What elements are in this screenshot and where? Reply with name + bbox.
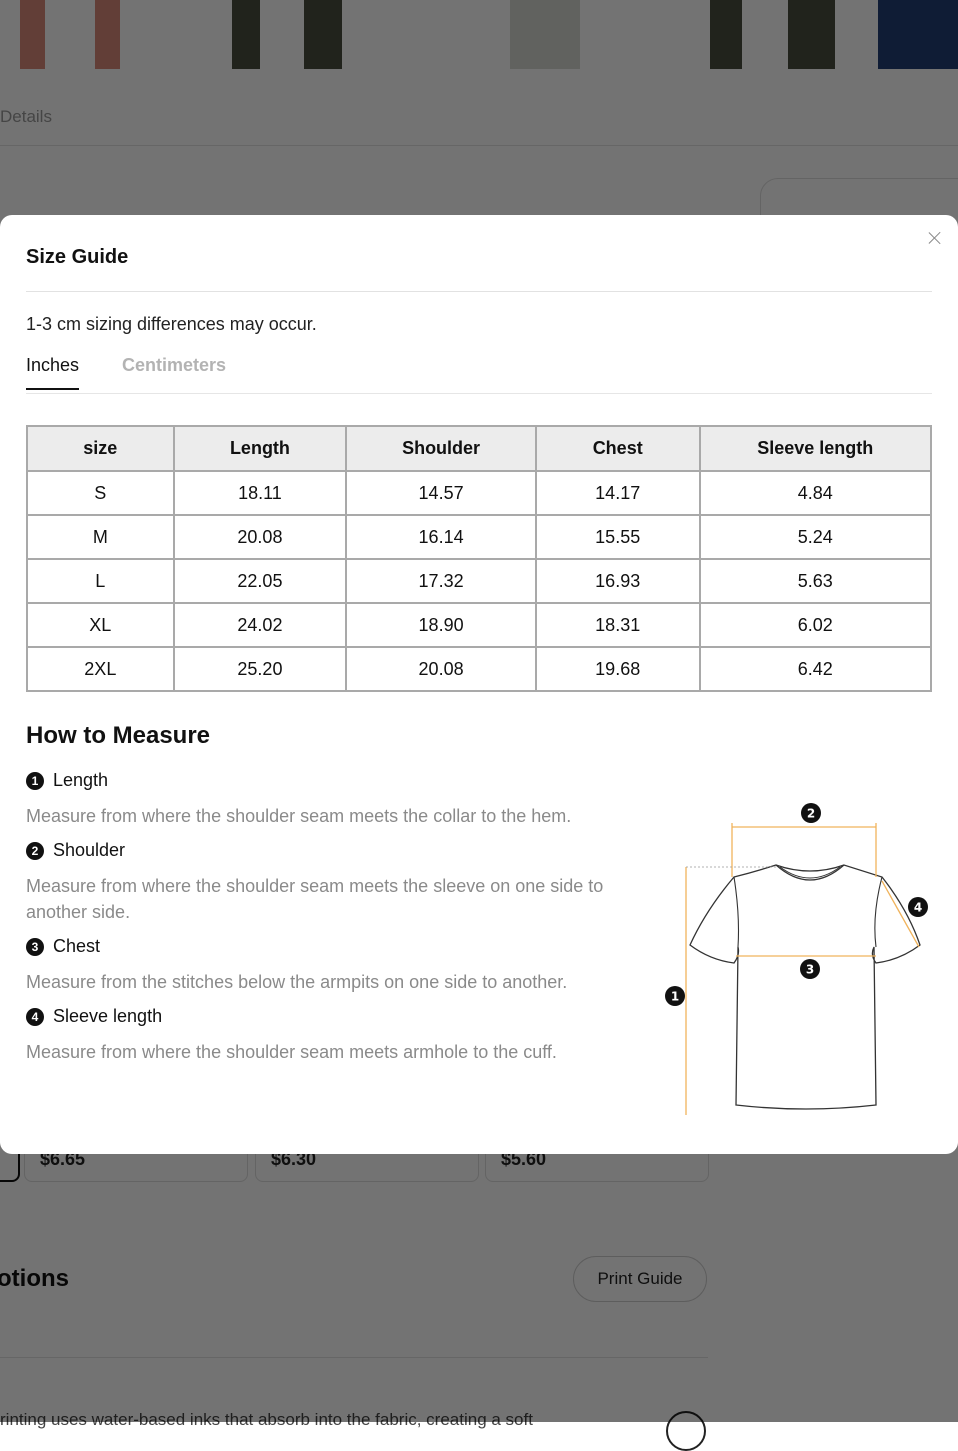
column-header: size: [27, 426, 174, 471]
table-row: [27, 471, 931, 515]
table-row: [27, 603, 931, 647]
table-cell: M: [27, 515, 174, 559]
measure-description: Measure from where the shoulder seam meets the sleeve on one side to another side.: [26, 876, 604, 922]
table-cell: 6.02: [700, 603, 931, 647]
measure-item-shoulder: [26, 840, 125, 861]
modal-title: Size Guide: [26, 246, 129, 268]
size-table: [26, 425, 932, 692]
table-cell: 18.11: [174, 471, 347, 515]
marker-4: [908, 897, 928, 917]
table-cell: XL: [27, 603, 174, 647]
table-cell: 25.20: [174, 647, 347, 691]
measure-item-chest: [26, 936, 100, 957]
table-row: [27, 559, 931, 603]
column-header: Length: [174, 426, 347, 471]
measure-description: Measure from where the shoulder seam meets the collar to the hem.: [26, 806, 572, 826]
table-cell: 18.31: [536, 603, 700, 647]
table-header-row: [27, 426, 931, 471]
measure-item-sleeve-length: [26, 1006, 162, 1027]
table-cell: 24.02: [174, 603, 347, 647]
table-cell: 20.08: [346, 647, 536, 691]
table-cell: 20.08: [174, 515, 347, 559]
table-cell: 17.32: [346, 559, 536, 603]
table-cell: 18.90: [346, 603, 536, 647]
marker-2: [801, 803, 821, 823]
table-row: [27, 515, 931, 559]
number-badge-icon: 3: [26, 938, 44, 956]
table-cell: 16.93: [536, 559, 700, 603]
measure-label: Shoulder: [53, 840, 126, 860]
table-cell: 4.84: [700, 471, 931, 515]
table-cell: 15.55: [536, 515, 700, 559]
table-row: [27, 647, 931, 691]
table-cell: 6.42: [700, 647, 931, 691]
table-cell: 22.05: [174, 559, 347, 603]
close-icon[interactable]: [926, 229, 944, 247]
number-badge-icon: 2: [26, 842, 44, 860]
table-cell: 14.57: [346, 471, 536, 515]
tshirt-diagram-icon: [656, 785, 946, 1115]
svg-text:3: 3: [805, 962, 815, 977]
column-header: Sleeve length: [700, 426, 931, 471]
measure-label: Length: [53, 770, 109, 790]
number-badge-icon: 4: [26, 1008, 44, 1026]
table-cell: S: [27, 471, 174, 515]
sizing-note: 1-3 cm sizing differences may occur.: [26, 314, 317, 334]
table-cell: L: [27, 559, 174, 603]
table-cell: 16.14: [346, 515, 536, 559]
measure-item-length: [26, 770, 108, 791]
marker-1: [665, 986, 685, 1006]
measure-description: Measure from the stitches below the armpits on one side to another.: [26, 972, 568, 992]
table-cell: 14.17: [536, 471, 700, 515]
measure-label: Sleeve length: [53, 1006, 163, 1026]
svg-text:1: 1: [670, 989, 680, 1004]
measure-description: Measure from where the shoulder seam meets armhole to the cuff.: [26, 1042, 557, 1062]
svg-text:4: 4: [913, 900, 923, 915]
table-cell: 5.24: [700, 515, 931, 559]
column-header: Chest: [536, 426, 700, 471]
svg-text:2: 2: [806, 806, 816, 821]
number-badge-icon: 1: [26, 772, 44, 790]
size-guide-modal: [0, 215, 958, 1154]
table-cell: 5.63: [700, 559, 931, 603]
table-cell: 2XL: [27, 647, 174, 691]
marker-3: [800, 959, 820, 979]
tab-inches[interactable]: Inches: [26, 355, 79, 390]
divider: [26, 291, 932, 292]
column-header: Shoulder: [346, 426, 536, 471]
table-cell: 19.68: [536, 647, 700, 691]
how-to-measure-title: How to Measure: [26, 722, 211, 749]
unit-tabs: [26, 355, 932, 394]
tab-centimeters[interactable]: Centimeters: [122, 355, 227, 375]
measure-label: Chest: [53, 936, 101, 956]
